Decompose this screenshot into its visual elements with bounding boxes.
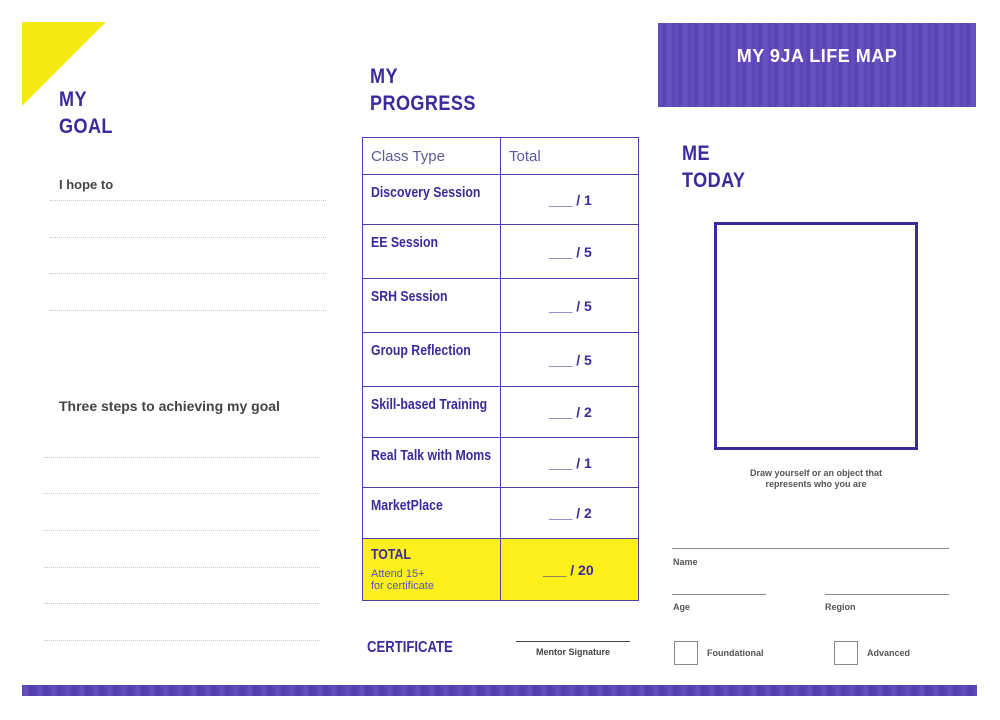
table-row (363, 333, 638, 387)
region-field-line[interactable] (825, 594, 949, 595)
header-cell-class-type (363, 138, 501, 174)
self-portrait-drawing-box[interactable] (714, 222, 918, 450)
name-field-line[interactable] (672, 548, 949, 549)
progress-heading-line2: PROGRESS (370, 92, 476, 115)
total-label: TOTAL (371, 546, 411, 563)
mentor-signature-line[interactable] (516, 641, 630, 642)
hope-prompt: I hope to (59, 177, 114, 192)
class-name: EE Session (371, 234, 438, 251)
me-today-heading-line1: ME (682, 142, 710, 165)
class-total-field[interactable]: ___ / 5 (549, 352, 592, 368)
class-total-field[interactable]: ___ / 5 (549, 244, 592, 260)
steps-writing-line-6[interactable] (44, 640, 320, 641)
class-total-field[interactable]: ___ / 1 (549, 455, 592, 471)
advanced-checkbox[interactable] (834, 641, 858, 665)
class-name: Group Reflection (371, 342, 471, 359)
drawing-caption (716, 468, 916, 490)
class-total-field[interactable]: ___ / 5 (549, 298, 592, 314)
advanced-label: Advanced (867, 648, 911, 658)
class-cell (363, 488, 501, 538)
hope-writing-line-2[interactable] (50, 237, 326, 238)
total-cell (501, 225, 638, 278)
total-row (363, 539, 638, 600)
total-cell (501, 488, 638, 538)
progress-heading (370, 63, 476, 117)
table-row (363, 175, 638, 225)
class-name: SRH Session (371, 288, 448, 305)
class-name: Discovery Session (371, 184, 481, 201)
drawing-caption-line2: represents who you are (765, 479, 867, 489)
progress-heading-line1: MY (370, 65, 398, 88)
total-subtext-line2: for certificate (371, 580, 434, 592)
page-title: MY 9JA LIFE MAP (736, 46, 898, 66)
column-header-total: Total (509, 148, 541, 165)
total-subtext (371, 568, 434, 592)
class-cell (363, 387, 501, 437)
class-cell (363, 225, 501, 278)
drawing-caption-line1: Draw yourself or an object that (749, 468, 883, 478)
total-subtext-line1: Attend 15+ (371, 568, 425, 580)
class-total-field[interactable]: ___ / 1 (549, 192, 592, 208)
foundational-label: Foundational (707, 648, 764, 658)
steps-writing-line-2[interactable] (44, 493, 320, 494)
region-label: Region (825, 602, 856, 612)
bottom-accent-bar (22, 685, 977, 696)
table-row (363, 387, 638, 438)
steps-writing-line-3[interactable] (44, 530, 320, 531)
goal-heading-line1: MY (59, 88, 87, 111)
goal-heading-line2: GOAL (59, 115, 113, 138)
me-today-heading-line2: TODAY (682, 169, 746, 192)
total-value-field[interactable]: ___ / 20 (543, 562, 594, 578)
class-cell (363, 279, 501, 332)
table-row (363, 488, 638, 539)
goal-heading (59, 86, 113, 140)
mentor-signature-label: Mentor Signature (535, 647, 610, 657)
total-cell (501, 333, 638, 386)
age-field-line[interactable] (672, 594, 766, 595)
total-cell (501, 438, 638, 487)
steps-writing-line-1[interactable] (44, 457, 320, 458)
table-header-row (363, 138, 638, 175)
class-name: MarketPlace (371, 497, 443, 514)
table-row (363, 279, 638, 333)
progress-table (362, 137, 639, 601)
steps-writing-line-5[interactable] (44, 603, 320, 604)
total-cell (501, 387, 638, 437)
steps-writing-line-4[interactable] (44, 567, 320, 568)
class-cell (363, 175, 501, 224)
header-cell-total (501, 138, 638, 174)
class-total-field[interactable]: ___ / 2 (549, 404, 592, 420)
age-label: Age (673, 602, 691, 612)
total-label-cell (363, 539, 501, 600)
hope-writing-line-4[interactable] (50, 310, 326, 311)
class-name: Real Talk with Moms (371, 447, 492, 464)
class-total-field[interactable]: ___ / 2 (549, 505, 592, 521)
total-value-cell (501, 539, 638, 600)
hope-writing-line-3[interactable] (50, 273, 326, 274)
certificate-label: CERTIFICATE (367, 639, 453, 656)
total-cell (501, 279, 638, 332)
me-today-heading (682, 140, 745, 194)
steps-prompt: Three steps to achieving my goal (59, 398, 280, 414)
table-row (363, 225, 638, 279)
name-label: Name (673, 557, 698, 567)
table-row (363, 438, 638, 488)
total-cell (501, 175, 638, 224)
hope-writing-line-1[interactable] (50, 200, 326, 201)
column-header-class-type: Class Type (371, 148, 445, 165)
class-cell (363, 333, 501, 386)
foundational-checkbox[interactable] (674, 641, 698, 665)
class-cell (363, 438, 501, 487)
class-name: Skill-based Training (371, 396, 488, 413)
